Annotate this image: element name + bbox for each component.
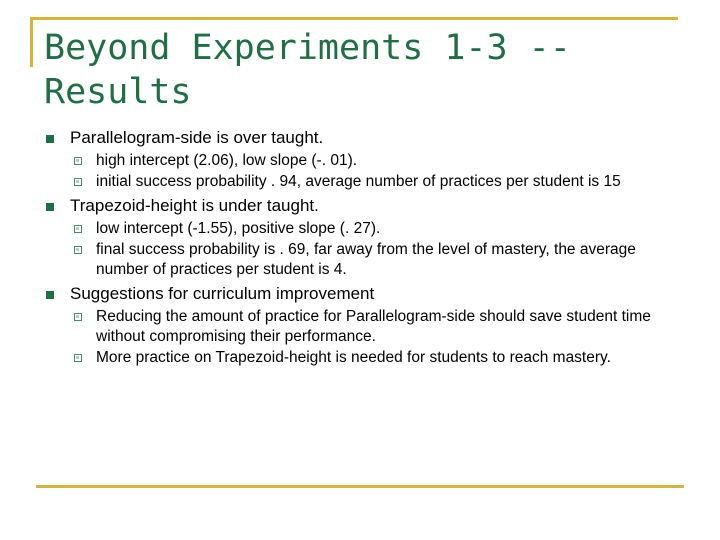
hollow-square-bullet-icon (74, 354, 82, 362)
sub-list (70, 219, 684, 280)
bullet-item (44, 126, 684, 192)
square-bullet-icon (46, 203, 54, 211)
sub-bullet-item (70, 240, 684, 280)
bullet-text: Trapezoid-height is under taught. (70, 196, 319, 215)
sub-list (70, 307, 684, 368)
sub-list (70, 151, 684, 192)
hollow-square-bullet-icon (74, 178, 82, 186)
bullet-text: Parallelogram-side is over taught. (70, 128, 324, 147)
sub-bullet-item (70, 219, 684, 239)
sub-bullet-text: initial success probability . 94, average number of practices per student is 15 (96, 173, 621, 190)
hollow-square-bullet-icon (74, 157, 82, 165)
frame-left-line (30, 17, 33, 67)
sub-bullet-item (70, 151, 684, 171)
square-bullet-icon (46, 291, 54, 299)
sub-bullet-text: final success probability is . 69, far away from the level of mastery, the average number of practices per student is 4. (96, 241, 636, 278)
slide-title: Beyond Experiments 1-3 -- Results (44, 28, 571, 112)
square-bullet-icon (46, 135, 54, 143)
bullet-item (44, 194, 684, 280)
frame-bottom-line (36, 485, 684, 488)
sub-bullet-item (70, 348, 684, 368)
bullet-text: Suggestions for curriculum improvement (70, 284, 375, 303)
sub-bullet-text: low intercept (-1.55), positive slope (. 27). (96, 220, 381, 237)
sub-bullet-text: More practice on Trapezoid-height is needed for students to reach mastery. (96, 349, 611, 366)
sub-bullet-text: Reducing the amount of practice for Parallelogram-side should save student time without compromising their performance. (96, 308, 651, 345)
hollow-square-bullet-icon (74, 313, 82, 321)
sub-bullet-text: high intercept (2.06), low slope (-. 01). (96, 152, 358, 169)
bullet-item (44, 282, 684, 368)
hollow-square-bullet-icon (74, 225, 82, 233)
frame-top-line (30, 17, 678, 20)
sub-bullet-item (70, 172, 684, 192)
sub-bullet-item (70, 307, 684, 347)
bullet-list (44, 126, 684, 368)
hollow-square-bullet-icon (74, 246, 82, 254)
